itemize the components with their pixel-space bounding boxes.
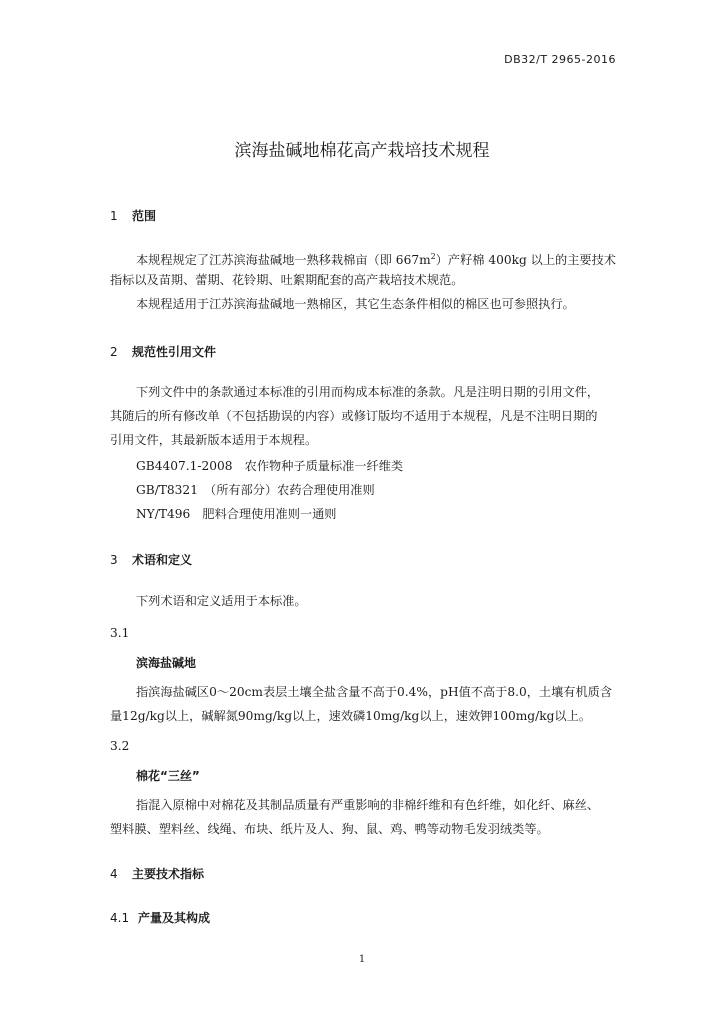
paragraph-line: 量12g/kg以上，碱解氮90mg/kg以上，速效磷10mg/kg以上，速效钾100mg/kg以上。 [110,709,591,723]
term-title: 滨海盐碱地 [136,656,197,670]
subsection-4-1-heading [110,909,210,926]
section-4-heading [110,865,204,882]
section-number: 4 [110,867,118,881]
term-title: 棉花“三丝” [136,769,200,783]
reference-item: GB4407.1-2008 农作物种子质量标准一纤维类 [136,459,404,473]
paragraph-line: 下列文件中的条款通过本标准的引用而构成本标准的条款。凡是注明日期的引用文件， [136,385,600,399]
text-run: ）产籽棉 400kg 以上的主要技术 [435,253,616,268]
paragraph: 本规程适用于江苏滨海盐碱地一熟棉区，其它生态条件相似的棉区也可参照执行。 [136,297,575,311]
section-1-heading [110,207,156,224]
section-title: 范围 [132,209,157,223]
section-number: 3 [110,553,118,567]
term-number: 3.2 [110,739,130,753]
section-title: 主要技术指标 [132,867,205,881]
paragraph-line: 指标以及苗期、蕾期、花铃期、吐絮期配套的高产栽培技术规范。 [110,273,464,287]
reference-item: GB/T8321 （所有部分）农药合理使用准则 [136,483,375,497]
section-title: 术语和定义 [132,553,193,567]
subsection-title: 产量及其构成 [138,911,211,925]
paragraph-line: 引用文件，其最新版本适用于本规程。 [110,433,318,447]
text-run: 本规程规定了江苏滨海盐碱地一熟移栽棉亩（即 667m [136,253,431,268]
paragraph-line: 指滨海盐碱区0～20cm表层土壤全盐含量不高于0.4%，pH值不高于8.0，土壤有机质含 [136,685,613,699]
paragraph [136,246,616,271]
paragraph-line: 指混入原棉中对棉花及其制品质量有严重影响的非棉纤维和有色纤维，如化纤、麻丝、 [136,798,600,812]
paragraph: 下列术语和定义适用于本标准。 [136,594,307,608]
reference-item: NY/T496 肥料合理使用准则一通则 [136,507,337,521]
page-number: 1 [358,954,366,965]
page-title: 滨海盐碱地棉花高产栽培技术规程 [234,141,490,161]
section-title: 规范性引用文件 [132,345,217,359]
section-3-heading [110,551,192,568]
section-number: 1 [110,209,118,223]
subsection-number: 4.1 [110,911,130,925]
superscript: 2 [430,252,436,261]
term-number: 3.1 [110,626,130,640]
section-number: 2 [110,345,118,359]
paragraph-line: 其随后的所有修改单（不包括勘误的内容）或修订版均不适用于本规程，凡是不注明日期的 [110,409,598,423]
standard-code: DB32/T 2965-2016 [504,53,616,66]
section-2-heading [110,343,216,360]
paragraph-line: 塑料膜、塑料丝、线绳、布块、纸片及人、狗、鼠、鸡、鸭等动物毛发羽绒类等。 [110,822,549,836]
